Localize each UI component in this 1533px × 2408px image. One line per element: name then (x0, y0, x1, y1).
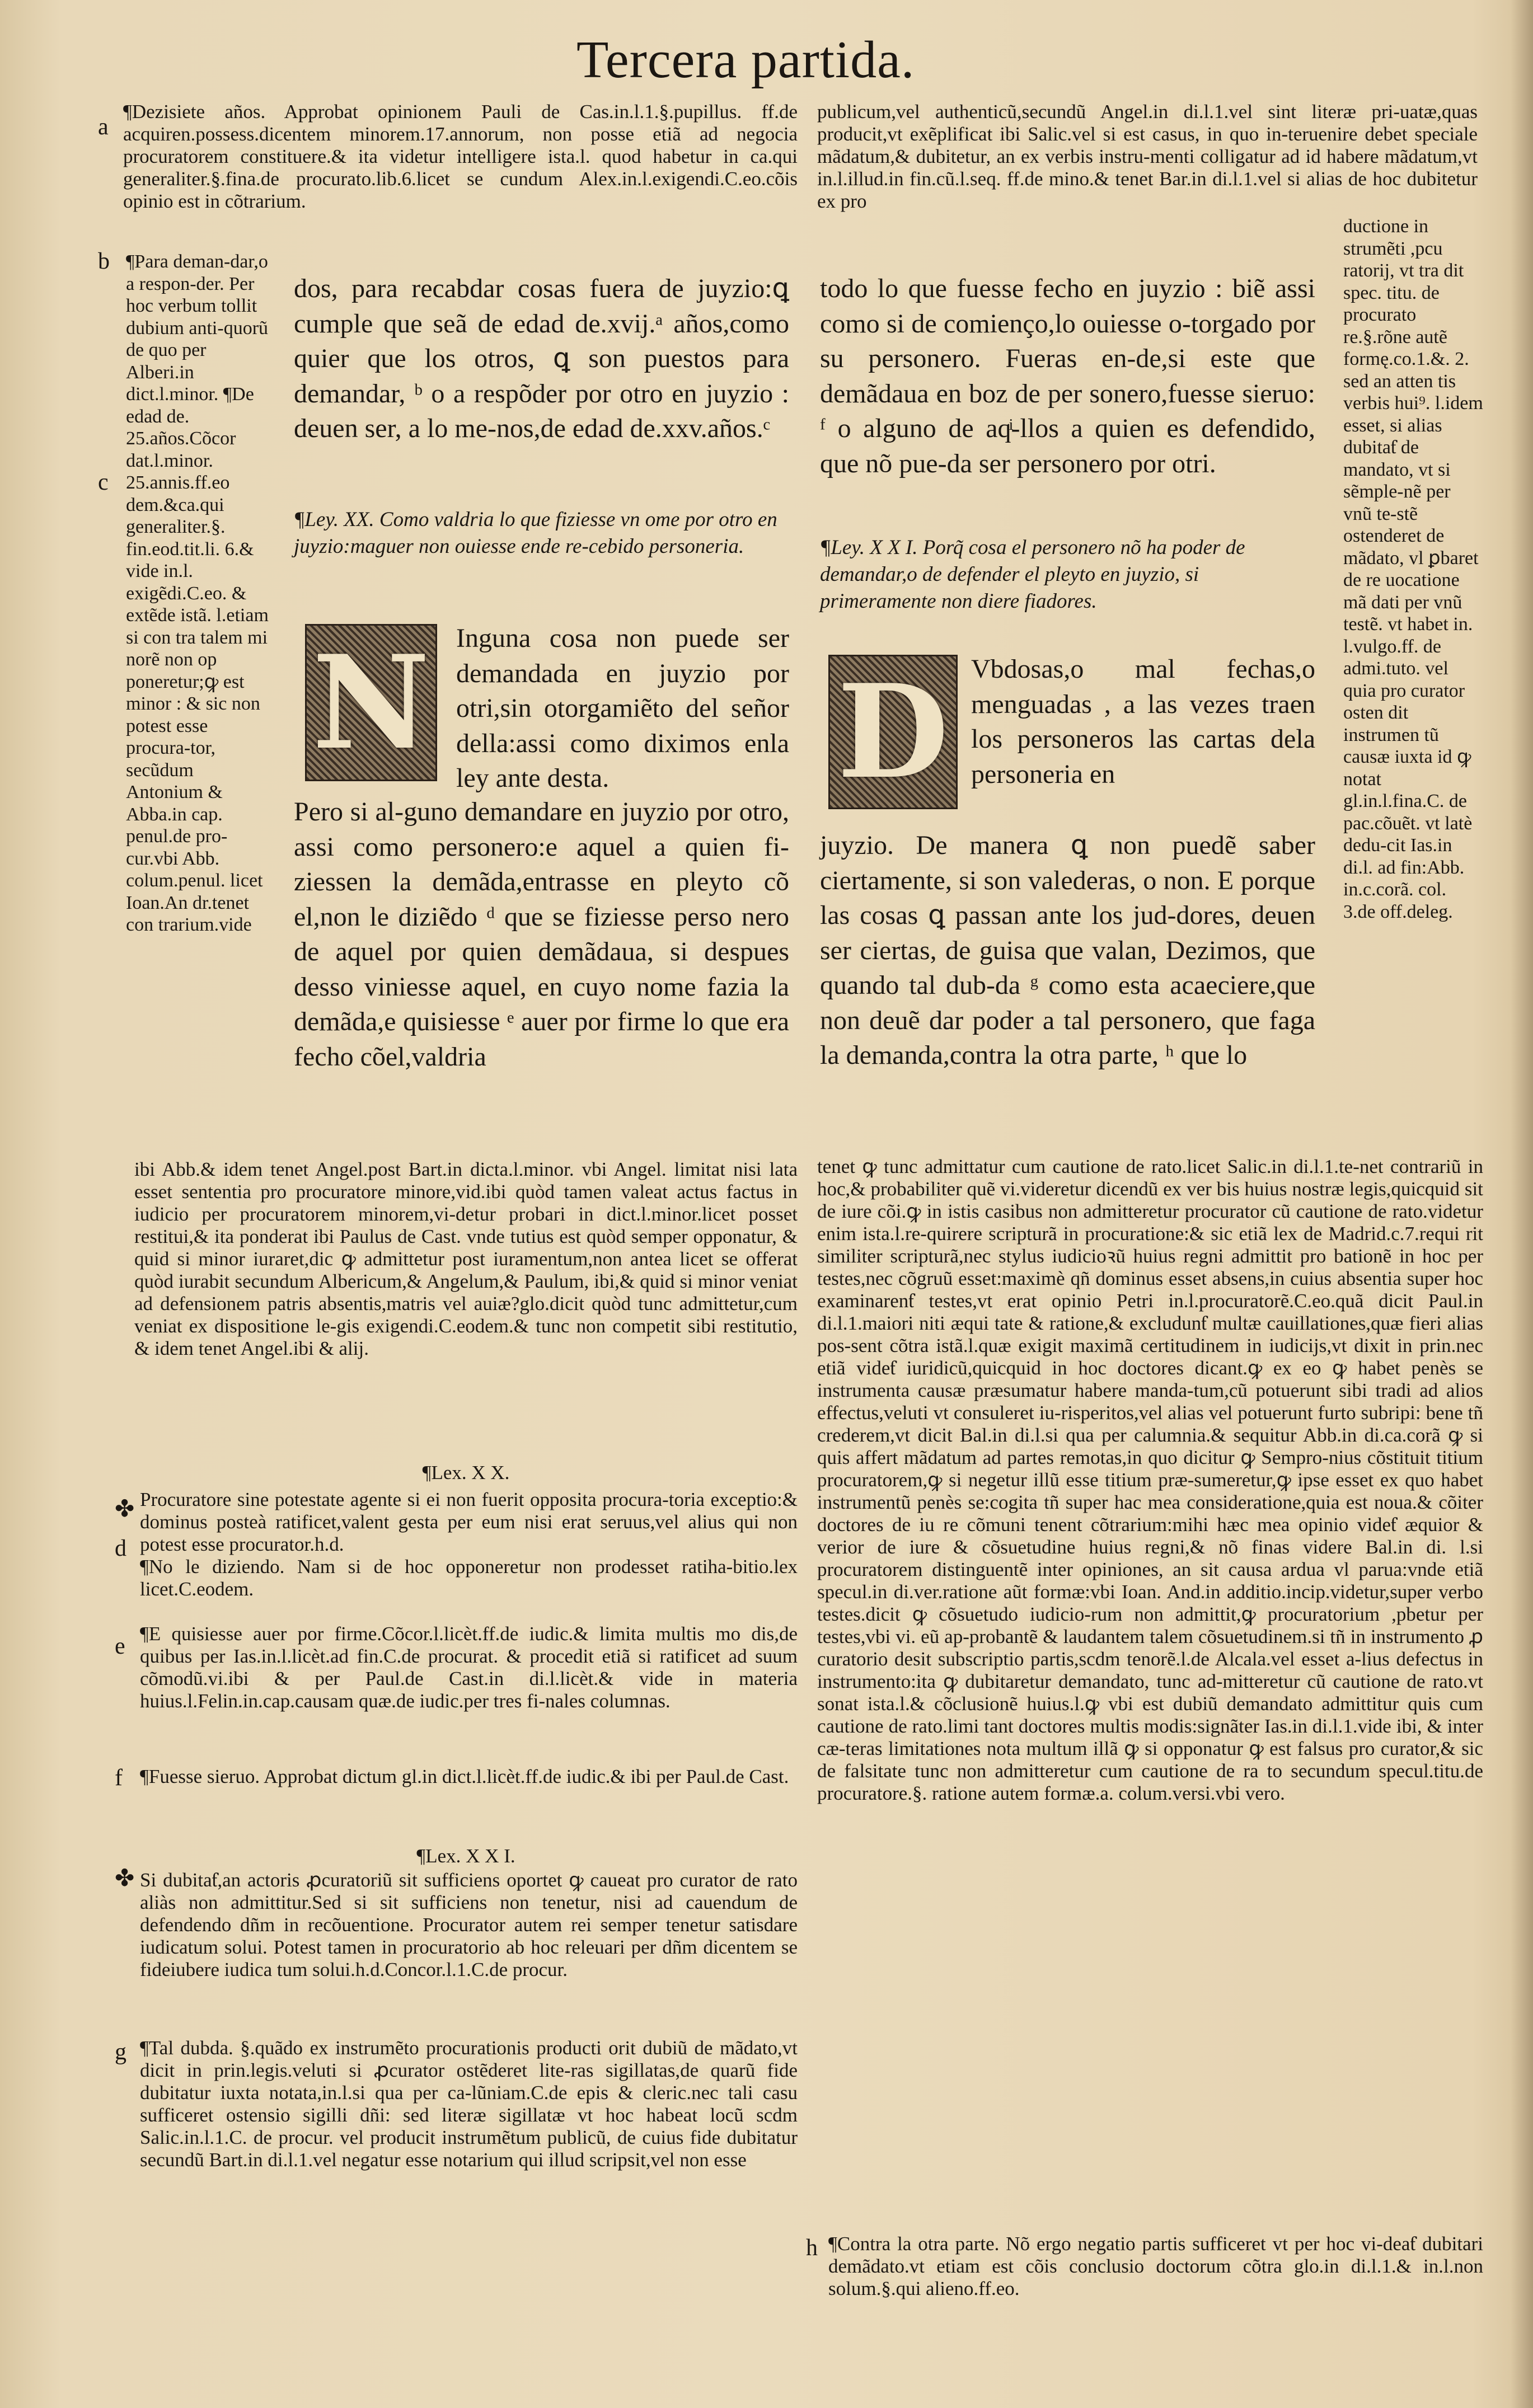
main-text-ley-21: juyzio. De manera ꝗ non puedẽ saber ciertamente, si son valederas, o non. E porque las cosas ꝗ passan ante los jud-dores, deuen ser ciertas, de guisa que valan, Dezimos, que quando tal dub-da ᵍ como esta acaeciere,que non deuẽ dar poder a tal personero, que faga la demanda,contra la otra parte, ʰ que lo (820, 830, 1315, 1070)
gloss-mark-g: g (115, 2039, 126, 2065)
summary-lex-21: Si dubitaƭ,an actoris ꝓcuratoriũ sit sufficiens oportet ꝙ caueat pro curator de rato aliàs non admittitur.Sed si sit sufficiens non tenetur, nisi ad cauendum de defendendo dñm in recõuentione. Procurator autem rei semper tenetur satisdare iudicatum solui. Potest tamen in procuratorio ab hoc releuari per dñm dicentem se fideiubere iudica tum solui.h.d.Concor.l.1.C.de procur. (140, 1869, 798, 1980)
gloss-paragraph-g: ¶Tal dubda. §.quãdo ex instrumẽto procurationis producti orit dubiũ de mãdato,vt dicit in prin.legis.veluti si ꝓcurator ostẽderet lite-ras sigillatas,de quarũ fide dubitatur iuxta notata,in.l.si qua per ca-lũniam.C.de epis & cleric.nec tali casu sufficeret ostensio sigilli dñi: sed literæ sigillatæ vt hoc habeat locũ scdm Salic.in.l.1.C. de procur. vel producit instrumẽtum publicũ, de cuius fide dubitatur secundũ Bart.in di.l.1.vel negatur esse notarium qui illud scripsit,vel non esse (140, 2037, 798, 2171)
gloss-paragraph-h: ¶Contra la otra parte. Nõ ergo negatio partis sufficeret vt per hoc vi-deaƭ dubitari demãdato.vt etiam est cõis conclusio doctorum cõtra glo.in di.l.1.& in.l.non solum.§.qui alieno.ff.eo. (828, 2233, 1483, 2299)
summary-mark-lex21: ✤ (115, 1866, 135, 1891)
main-text-ley-20: Pero si al-guno demandare en juyzio por otro, assi como personero:e aquel a quien fi-ziessen la demãda,entrasse en pleyto cõ el,non le diziẽdo ᵈ que se fiziesse perso nero de aquel por quien demãdaua, si despues desso viniesse aquel, en cuyo nome fazia la demãda,e quisiesse ᵉ auer por firme lo que era fecho cõel,valdria (294, 797, 789, 1072)
main-text-ley-20-side: Inguna cosa non puede ser demandada en juyzio por otri,sin otorgamiẽto del señor della:assi como diximos enla ley ante desta. (456, 623, 789, 793)
main-text-right-1: todo lo que fuesse fecho en juyzio : biẽ assi como si de comienço,lo ouiesse o-torgado por su personero. Fueras en-de,si este que demãdaua en boz de per sonero,fuesse sieruo: ᶠ o alguno de aqͥ-llos a quien es defendido, que nõ pue-da ser personero por otri. (820, 274, 1315, 478)
summary-mark-lex20: ✤ (115, 1496, 135, 1522)
gloss-paragraph-top-right: publicum,vel authenticũ,secundũ Angel.in di.l.1.vel sint literæ pri-uatæ,quas producit,vt exẽplificat ibi Salic.vel si est casus, in quo in-teruenire debet speciale mãdatum,& dubitetur, an ex verbis instru-menti colligatur ad id habere mãdatum,vt in.l.illud.in fin.cũ.l.seq. ff.de mino.& tenet Bar.in di.l.1.vel si alias de hoc dubitetur ex pro (817, 101, 1478, 212)
gloss-mark-f: f (115, 1765, 123, 1791)
main-text-left-1: dos, para recabdar cosas fuera de juyzio:ꝗ cumple que seã de edad de.xvij.ᵃ años,como quier que los otros, ꝗ son puestos para demandar, ᵇ o a respõder por otro en juyzio : deuen ser, a lo me-nos,de edad de.xxv.años.ᶜ (294, 274, 789, 443)
page-edge-shadow (1511, 0, 1533, 2408)
gloss-paragraph-e: ¶E quisiesse auer por firme.Cõcor.l.licèt.ff.de iudic.& limita multis mo dis,de quibus per Ias.in.l.licèt.ad fin.C.de procurat. & procedit etiã si ratificet ad suum cõmodũ.vi.ibi & per Paul.de Cast.in di.l.licèt.& vide in materia huius.l.Felin.in.cap.causam quæ.de iudic.per tres fi-nales columnas. (140, 1623, 798, 1712)
gloss-mark-c: c (98, 470, 109, 495)
gloss-column-left: ¶Para deman-dar,o a respon-der. Per hoc verbum tollit dubium anti-quorũ de quo per Alberi.in dict.l.minor. ¶De edad de. 25.años.Cõcor dat.l.minor. 25.annis.ff.eo dem.&ca.qui generaliter.§. fin.eod.tit.li. 6.& vide in.l. exigẽdi.C.eo. & extẽde istã. l.etiam si con tra talem mi norẽ non op poneretur;ꝙ est minor : & sic non potest esse procura-tor, secũdum Antonium & Abba.in cap. penul.de pro-cur.vbi Abb. colum.penul. licet Ioan.An dr.tenet con trarium.vide (126, 251, 269, 935)
gloss-paragraph-a: ¶Dezisiete años. Approbat opinionem Pauli de Cas.in.l.1.§.pupillus. ff.de acquiren.possess.dicentem minorem.17.annorum, non posse etiã ad negocia procuratorem constituere.& ita videtur intelligere ista.l. quod habetur in ca.qui generaliter.§.fina.de procurato.lib.6.licet se cundum Alex.in.l.exigendi.C.eo.cõis opinio est in cõtrarium. (123, 101, 798, 212)
gloss-paragraph-d: ¶No le diziendo. Nam si de hoc opponeretur non prodesset ratiha-bitio.lex licet.C.eodem. (140, 1556, 798, 1600)
heading-lex-20: ¶Lex. X X. (422, 1462, 510, 1484)
decorated-initial-n: N (305, 624, 437, 781)
gloss-paragraph-bottom-right: tenet ꝙ tunc admittatur cum cautione de rato.licet Salic.in di.l.1.te-net contrariũ in hoc,& probabiliter quẽ vi.videretur dicendũ ex ver bis huius nostræ legis,quicquid sit de iure cõi.ꝙ in istis casibus non admitteretur procurator cũ cautione de rato.videtur enim ista.l.re-quirere scripturã in procuratione:& sic etiã lex de Madrid.c.7.requi rit similiter scripturã,nec stylus iudicioꝛũ huius regni admittit pro bationẽ in hoc per testes,nec cõgruũ esset:maximè qñ dominus esset absens,in cuius absentia super hoc examinarenƭ testes,vt erat opinio Petri in.l.procuratorẽ.C.eo.quã dicit Paul.in di.l.1.maiori niti æqui tate & ratione,& excludunƭ multæ cauillationes,quæ fieri alias pos-sent cõtra istã.l.quæ exigit maximã certitudinem in iudicijs,vt dixit in prin.nec etiã videƭ iuridicũ,quicquid in hoc doctores dicant.ꝙ ex eo ꝙ habet penès se instrumenta causæ præsumatur habere manda-tum,cũ potuerunt sibi tradi ad alios effectus,veluti vt consuleret iu-risperitos,vel alias vel potuerunt furto subripi: bene tñ crederem,vt dicit Bal.in di.l.si qua per calumnia.& sequitur Abb.in di.ca.corã ꝙ si quis affert mãdatum ad partes remotas,in quo dicitur ꝙ Sempro-nius cõstituit titium procuratorem,ꝙ si negetur illũ esse titium præ-sumeretur,ꝙ ipse esset ex quo habet instrumentũ penès se:cogita tñ super hac mea consideratione,quia est noua.& cõiter doctores de iu re cõmuni tenent cõtrarium:mihi hæc mea opinio videƭ æquior & verior de iure & cõsuetudine huius regni,& nõ finas videre Bal.in di. l.si procuratorem distinguentẽ inter opiniones, an sit causa ardua vl parua:vnde etiã specul.in di.ver.ratione aũt formæ:vbi Ioan. And.in additio.incip.videtur,super verbo testes.dicit ꝙ cõsuetudo iudicio-rum non admittit,ꝙ procuratorium ,pbetur per testes,vbi vi. eũ ap-probantẽ & laudantem talem cõsuetudinem.si tñ in instrumento ꝓ curatorio desit subscriptio partis,scdm tenorẽ.l.de Alcala.vel esset a-lius defectus in instrumento:ita ꝙ dubitaretur demandato, tunc ad-mitteretur cũ cautione de rato.vt sonat ista.l.& cõclusionẽ huius.l.ꝙ vbi est dubiũ demandato admittitur quis cum cautione de rato.limi tant doctores multis modis:signãter Ias.in di.l.1.vide ibi, & inter cæ-teras limitationes nota multum illã ꝙ si opponatur ꝙ est falsus pro curator,& sic de falsitate tunc non admitteretur cum cautione de ra to secundum specul.titu.de procuratore.§. ratione autem formæ.a. colum.versi.vbi vero. (817, 1156, 1483, 1804)
gloss-mark-h: h (806, 2235, 818, 2261)
gloss-mark-e: e (115, 1634, 125, 1659)
gloss-column-right: ductione in strumẽti ,pcu ratorij, vt tra dit spec. titu. de procurato re.§.rõne autẽ formę.co.1.&. 2. sed an atten tis verbis hui⁹. l.idem esset, si alias dubitaƭ de mandato, vt si sẽmple-nẽ per vnũ te-stẽ ostenderet de mãdato, vl ꝑbaret de re uocatione mã dati per vnũ testẽ. vt habet in. l.vulgo.ff. de admi.tuto. vel quia pro curator osten dit instrumen tũ causæ iuxta id ꝙ notat gl.in.l.fina.C. de pac.cõuẽt. vt latè dedu-cit Ias.in di.l. ad fin:Abb. in.c.corã. col. 3.de off.deleg. (1343, 216, 1483, 922)
main-text-ley-21-side: Vbdosas,o mal fechas,o menguadas , a las vezes traen los personeros las cartas dela personeria en (971, 654, 1315, 789)
gloss-paragraph-bottom-left: ibi Abb.& idem tenet Angel.post Bart.in dicta.l.minor. vbi Angel. limitat nisi lata esset sententia pro procuratore minore,vid.ibi quòd tamen valeat actus factus in iudicio per procuratorem minorem,vi-detur probari in dict.l.minor.licet posset restitui,& ita ponderat ibi Paulus de Cast. vnde tutius est quòd semper opponatur, & quid si minor iuraret,dic ꝙ admittetur post iuramentum,non antea licet se offerat quòd iurabit secundum Albericum,& Angelum,& Paulum, ibi,& quid si minor veniat ad defensionem patris absentis,matris vel auiæ?glo.dicit quòd tunc admittetur,cum veniat ex dispositione le-gis exigendi.C.eodem.& tunc non competit sibi restitutio, & idem tenet Angel.ibi & alij. (134, 1158, 798, 1359)
gloss-mark-d: d (115, 1536, 126, 1561)
decorated-initial-d: D (828, 655, 958, 809)
heading-lex-21: ¶Lex. X X I. (416, 1845, 515, 1867)
page-title: Tercera partida. (576, 31, 915, 89)
gloss-paragraph-f: ¶Fuesse sieruo. Approbat dictum gl.in dict.l.licèt.ff.de iudic.& ibi per Paul.de Cast. (140, 1766, 789, 1787)
summary-lex-20: Procuratore sine potestate agente si ei non fuerit opposita procura-toria exceptio:& dominus posteà ratificet,valent gesta per eum nisi erat seruus,vel alius qui non potest esse procurator.h.d. (140, 1489, 798, 1555)
rubric-ley-21: ¶Ley. X X I. Porq̃ cosa el personero nõ ha poder de demandar,o de defender el pleyto en juyzio, si primeramente non diere fiadores. (820, 536, 1245, 613)
gloss-mark-b: b (98, 248, 110, 274)
rubric-ley-20: ¶Ley. XX. Como valdria lo que fiziesse vn ome por otro en juyzio:maguer non ouiesse ende re-cebido personeria. (294, 508, 777, 558)
gloss-mark-a: a (98, 114, 109, 140)
